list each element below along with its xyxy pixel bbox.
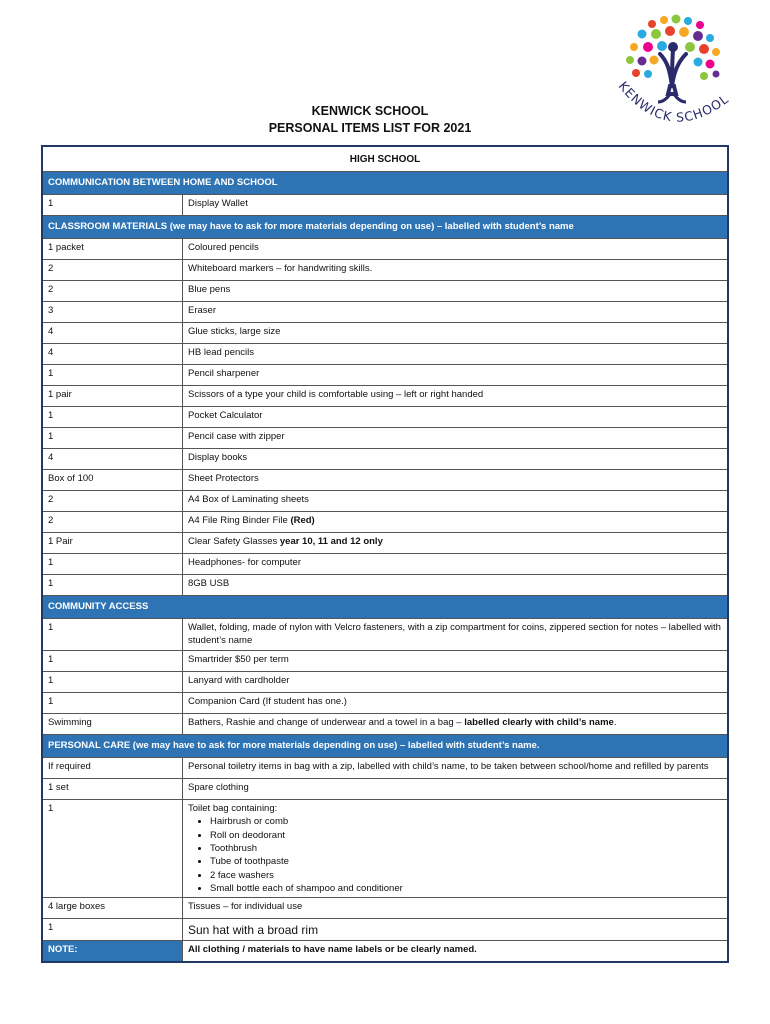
table-row xyxy=(43,428,727,449)
item-cell xyxy=(183,533,727,553)
item-cell: Scissors of a type your child is comfortable using – left or right handed xyxy=(188,389,484,400)
level-header: HIGH SCHOOL xyxy=(43,147,727,172)
table-row xyxy=(43,195,727,216)
table-row xyxy=(43,651,727,672)
item-cell: Headphones- for computer xyxy=(188,557,302,568)
item-emphasis: labelled clearly with child’s name xyxy=(464,716,614,728)
table-row xyxy=(43,919,727,941)
item-cell: Pocket Calculator xyxy=(188,410,263,421)
qty-cell: 1 set xyxy=(43,779,183,799)
table-row xyxy=(43,898,727,919)
list-item: • Tube of toothpaste xyxy=(210,855,723,868)
item-cell: Spare clothing xyxy=(188,781,249,793)
qty-cell: 1 xyxy=(43,428,183,448)
table-row xyxy=(43,470,727,491)
list-item: • Small bottle each of shampoo and conditioner xyxy=(210,882,723,895)
list-title: PERSONAL ITEMS LIST FOR 2021 xyxy=(268,121,472,135)
list-item: • 2 face washers xyxy=(210,869,723,882)
item-cell: 8GB USB xyxy=(188,578,230,589)
item-cell: Sheet Protectors xyxy=(188,473,259,484)
table-row xyxy=(43,575,727,596)
item-cell: Companion Card (If student has one.) xyxy=(188,695,347,707)
item-cell xyxy=(183,714,727,734)
item-emphasis: year 10, 11 and 12 only xyxy=(279,536,383,547)
qty-cell: 1 xyxy=(43,919,183,940)
item-text: Bathers, Rashie and change of underwear and a towel in a bag – xyxy=(188,716,462,728)
table-row xyxy=(43,407,727,428)
qty-cell: 4 xyxy=(43,344,183,364)
section-header-personal-care: PERSONAL CARE (we may have to ask for more materials depending on use) – labelled with student’s name. xyxy=(43,735,727,758)
qty-cell: 1 xyxy=(43,672,183,692)
table-row xyxy=(43,758,727,779)
qty-cell: 1 xyxy=(43,407,183,427)
section-header-communication: COMMUNICATION BETWEEN HOME AND SCHOOL xyxy=(43,172,727,195)
items-table xyxy=(41,145,729,963)
table-row xyxy=(43,449,727,470)
qty-cell: 2 xyxy=(43,491,183,511)
item-cell: Wallet, folding, made of nylon with Velcro fasteners, with a zip compartment for coins, zippered section for notes – labelled with student’s name xyxy=(188,622,721,646)
item-cell: HB lead pencils xyxy=(188,347,255,358)
qty-cell: 4 large boxes xyxy=(43,898,183,918)
qty-cell: 1 xyxy=(43,800,183,898)
item-cell: Eraser xyxy=(188,305,216,316)
table-row xyxy=(43,779,727,800)
item-cell: Personal toiletry items in bag with a zip, labelled with child’s name, to be taken between school/home and refilled by parents xyxy=(188,760,709,772)
qty-cell: 1 Pair xyxy=(43,533,183,553)
item-cell: Lanyard with cardholder xyxy=(188,674,290,686)
qty-cell: 2 xyxy=(43,260,183,280)
item-cell: Whiteboard markers – for handwriting skills. xyxy=(188,263,373,274)
qty-cell: 2 xyxy=(43,512,183,532)
item-cell: Coloured pencils xyxy=(188,242,259,253)
table-row xyxy=(43,239,727,260)
qty-cell: If required xyxy=(43,758,183,778)
item-emphasis: (Red) xyxy=(290,515,315,526)
list-item: • Roll on deodorant xyxy=(210,829,723,842)
list-item: • Toothbrush xyxy=(210,842,723,855)
section-header-community: COMMUNITY ACCESS xyxy=(43,596,727,619)
table-row xyxy=(43,672,727,693)
qty-cell: 1 xyxy=(43,195,183,215)
qty-cell: 2 xyxy=(43,281,183,301)
qty-cell: Swimming xyxy=(43,714,183,734)
item-text: Clear Safety Glasses xyxy=(188,536,278,547)
item-cell: Smartrider $50 per term xyxy=(188,653,289,665)
qty-cell: 1 xyxy=(43,365,183,385)
qty-cell: 4 xyxy=(43,323,183,343)
table-row xyxy=(43,533,727,554)
note-text: All clothing / materials to have name labels or be clearly named. xyxy=(188,944,477,956)
item-cell: Pencil sharpener xyxy=(188,368,260,379)
note-row xyxy=(43,941,727,961)
tree-figure xyxy=(660,50,686,94)
table-row xyxy=(43,693,727,714)
table-row xyxy=(43,619,727,651)
item-cell: Display books xyxy=(188,452,248,463)
item-cell: Blue pens xyxy=(188,284,231,295)
note-label: NOTE: xyxy=(43,941,183,961)
table-row xyxy=(43,554,727,575)
table-row xyxy=(43,281,727,302)
table-row xyxy=(43,386,727,407)
logo-text: KENWICK SCHOOL xyxy=(615,78,732,125)
qty-cell: 1 xyxy=(43,619,183,650)
table-row xyxy=(43,714,727,735)
table-row xyxy=(43,512,727,533)
table-row xyxy=(43,260,727,281)
item-text: Toilet bag containing: xyxy=(188,802,278,814)
item-text: A4 File Ring Binder File xyxy=(188,515,288,526)
qty-cell: 4 xyxy=(43,449,183,469)
item-tail: . xyxy=(613,716,617,728)
qty-cell: 1 xyxy=(43,575,183,595)
item-cell: A4 Box of Laminating sheets xyxy=(188,494,309,505)
table-row xyxy=(43,365,727,386)
table-row xyxy=(43,800,727,899)
item-cell: Sun hat with a broad rim xyxy=(188,923,319,938)
item-cell xyxy=(183,512,727,532)
toilet-bag-list xyxy=(188,815,723,895)
table-row xyxy=(43,302,727,323)
item-cell xyxy=(183,800,727,898)
list-item: • Hairbrush or comb xyxy=(210,815,723,828)
qty-cell: 1 xyxy=(43,651,183,671)
table-row xyxy=(43,344,727,365)
item-cell: Tissues – for individual use xyxy=(188,901,303,913)
table-row xyxy=(43,323,727,344)
qty-cell: 1 pair xyxy=(43,386,183,406)
item-cell: Pencil case with zipper xyxy=(188,431,285,442)
qty-cell: 3 xyxy=(43,302,183,322)
qty-cell: Box of 100 xyxy=(43,470,183,490)
qty-cell: 1 packet xyxy=(43,239,183,259)
qty-cell: 1 xyxy=(43,554,183,574)
table-row xyxy=(43,491,727,512)
section-header-classroom: CLASSROOM MATERIALS (we may have to ask for more materials depending on use) – labelled with student’s name xyxy=(43,216,727,239)
item-cell: Display Wallet xyxy=(188,198,248,209)
qty-cell: 1 xyxy=(43,693,183,713)
school-name: KENWICK SCHOOL xyxy=(311,104,429,118)
item-cell: Glue sticks, large size xyxy=(188,326,281,337)
